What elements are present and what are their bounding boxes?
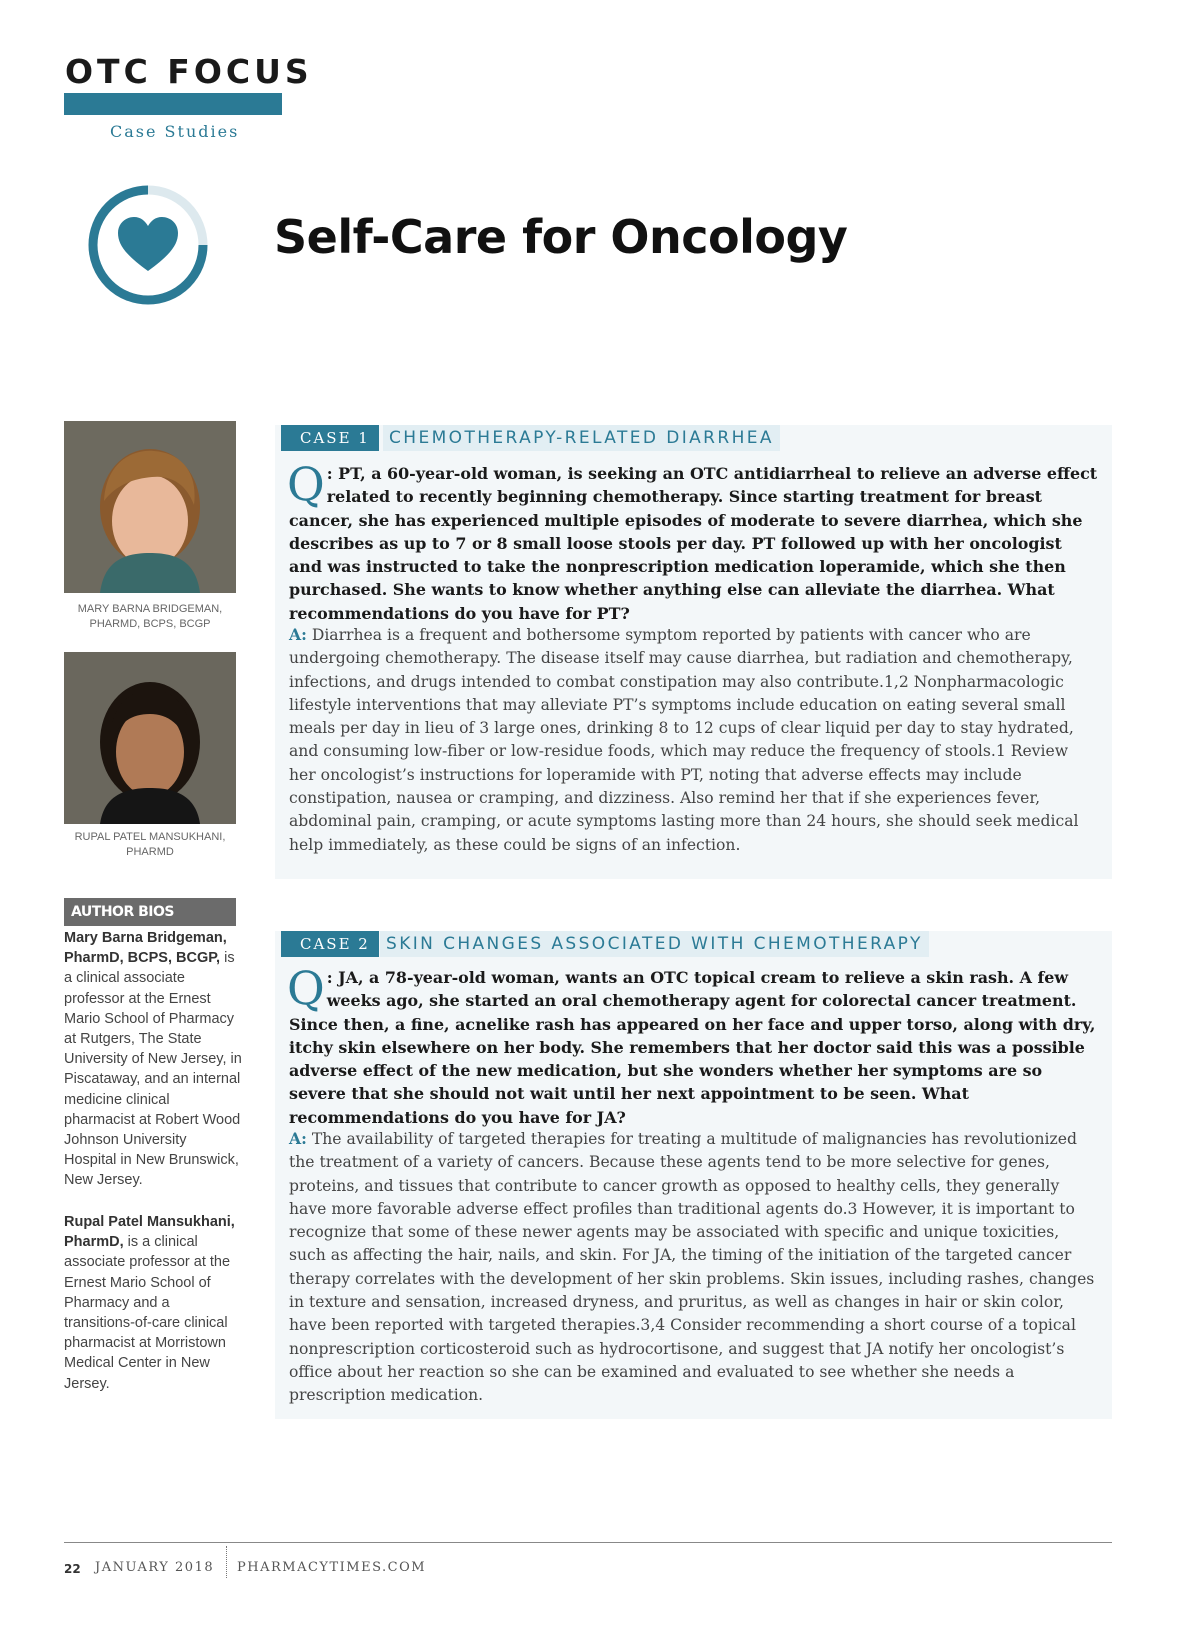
footer-divider: [226, 1546, 228, 1578]
bio-text: is a clinical associate professor at the Ernest Mario School of Pharmacy and a transitions-of-care clinical pharmacist at Morristown Medical Center in New Jersey.: [64, 1234, 231, 1392]
heart-icon: [86, 183, 210, 307]
question-text: : JA, a 78-year-old woman, wants an OTC topical cream to relieve a skin rash. A few weeks ago, she started an oral chemotherapy agent for colorectal cancer treatment. Since then, a fine, acnelike rash has appeared on her face and upper torso, along with dry, itchy skin elsewhere on her body. She remembers that her doctor said this was a possible adverse effect of the new medication, but she wonders whether her symptoms are so severe that she should not wait until her next appointment to be seen. What recommendations do you have for JA?: [289, 968, 1096, 1127]
page-number: 22: [64, 1562, 81, 1576]
section-subtitle: Case Studies: [110, 122, 240, 141]
footer-rule: [64, 1542, 1112, 1543]
author-caption: MARY BARNA BRIDGEMAN, PHARMD, BCPS, BCGP: [77, 603, 223, 630]
bio-name: Mary Barna Bridgeman, PharmD, BCPS, BCGP,: [64, 930, 227, 967]
author-bio: [64, 928, 242, 1191]
author-bio: [64, 1212, 242, 1394]
answer-text: The availability of targeted therapies for treating a multitude of malignancies has revolutionized the treatment of a variety of cancers. Because these agents tend to be more selective for genes, proteins, and tissues that contribute to cancer growth as opposed to healthy cells, they generally have more favorable adverse effect profiles than traditional agents do.3 However, it is important to recognize that some of these newer agents may be associated with specific and unique toxicities, such as affecting the hair, nails, and skin. For JA, the timing of the initiation of the targeted cancer therapy correlates with the development of her skin problems. Skin issues, including rashes, changes in texture and sensation, increased dryness, and pruritus, as well as changes in hair or skin color, have been reported with targeted therapies.3,4 Consider recommending a short course of a topical nonprescription corticosteroid such as hydrocortisone, and suggest that JA notify her oncologist’s office about her reaction so she can be examined and evaluated to see whether she needs a prescription medication.: [289, 1130, 1095, 1405]
q-letter: Q: [287, 457, 325, 511]
issue-date: JANUARY 2018: [95, 1560, 215, 1575]
question-text: : PT, a 60-year-old woman, is seeking an OTC antidiarrheal to relieve an adverse effect related to recently beginning chemotherapy. Since starting treatment for breast cancer, she has experienced multiple episodes of moderate to severe diarrhea, which she describes as up to 7 or 8 small loose stools per day. PT followed up with her oncologist and was instructed to take the nonprescription medication loperamide, which she then purchased. She wants to know whether anything else can alleviate the diarrhea. What recommendations do you have for PT?: [289, 464, 1098, 623]
case-tab: CASE 1: [281, 425, 379, 451]
q-letter: Q: [287, 961, 325, 1015]
website-link[interactable]: PHARMACYTIMES.COM: [237, 1560, 427, 1575]
case-tab: CASE 2: [281, 931, 379, 957]
section-label: OTC FOCUS: [65, 52, 313, 91]
case-answer: [289, 1127, 1099, 1408]
article-title: Self-Care for Oncology: [274, 210, 848, 264]
a-label: A:: [289, 625, 307, 644]
bio-name: Rupal Patel Mansukhani, PharmD,: [64, 1214, 235, 1251]
case-question: [287, 961, 1099, 1129]
case-question: [287, 457, 1099, 625]
bio-text: is a clinical associate professor at the Ernest Mario School of Pharmacy at Rutgers, The State University of New Jersey, in Piscataway, and an internal medicine clinical pharmacist at Robert Wood Johnson University Hospital in New Brunswick, New Jersey.: [64, 950, 242, 1189]
answer-text: Diarrhea is a frequent and bothersome symptom reported by patients with cancer who are undergoing chemotherapy. The disease itself may cause diarrhea, but radiation and chemotherapy, infections, and drugs intended to combat constipation may also contribute.1,2 Nonpharmacologic lifestyle interventions that may alleviate PT’s symptoms include education on eating several small meals per day in lieu of 3 large ones, drinking 8 to 12 cups of clear liquid per day to stay hydrated, and consuming low-fiber or low-residue foods, which may reduce the frequency of stools.1 Review her oncologist’s instructions for loperamide with PT, noting that adverse effects may include constipation, nausea or cramping, and dizziness. Also remind her that if she experiences fever, abdominal pain, cramping, or acute symptoms lasting more than 24 hours, she should seek medical help immediately, as these could be signs of an infection.: [289, 626, 1079, 854]
author-caption: RUPAL PATEL MANSUKHANI, PHARMD: [74, 831, 226, 858]
case-title: SKIN CHANGES ASSOCIATED WITH CHEMOTHERAPY: [380, 931, 929, 957]
author-bios-header: AUTHOR BIOS: [64, 898, 236, 926]
author-photo-mansukhani: [64, 652, 236, 824]
case-answer: [289, 623, 1099, 857]
section-bar: [64, 93, 282, 115]
a-label: A:: [289, 1129, 307, 1148]
author-photo-bridgeman: [64, 421, 236, 593]
case-title: CHEMOTHERAPY-RELATED DIARRHEA: [383, 425, 780, 451]
